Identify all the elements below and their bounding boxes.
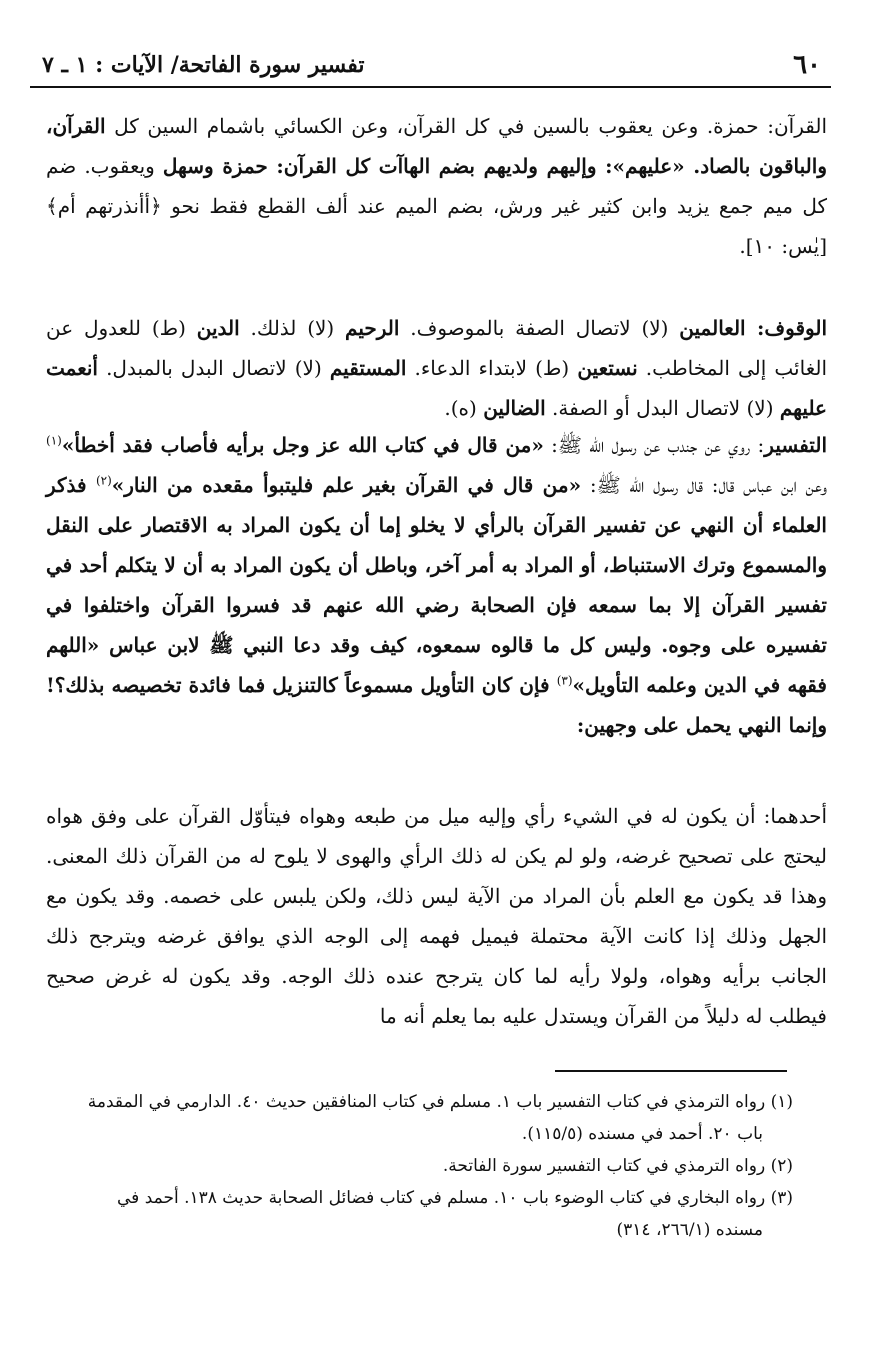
wuquf-term: الدين <box>196 316 240 340</box>
footnote-3-continued: مسنده (٢٦٦/١، ٣١٤) <box>616 1220 763 1240</box>
wuquf-text: (ط) لابتداء الدعاء. <box>406 356 578 380</box>
tafsir-text: : روي عن جندب عن رسول الله ﷺ: <box>543 433 765 457</box>
wuquf-term: أنعمت عليهم <box>46 356 827 420</box>
wuquf-text: (لا) لاتصال البدل أو الصفة. <box>545 396 780 420</box>
footnote-2: (٢) رواه الترمذي في كتاب التفسير سورة الفاتحة. <box>442 1156 793 1176</box>
page-number: ٦٠ <box>793 50 821 80</box>
wuquf-term: نستعين <box>577 356 638 380</box>
tafsir-text: وعن ابن عباس قال: قال رسول الله ﷺ: <box>581 473 828 497</box>
tafsir-heading: التفسير <box>764 433 827 457</box>
wuquf-term: الضالين <box>483 396 546 420</box>
wuquf-term: المستقيم <box>329 356 407 380</box>
tafsir-paragraph <box>46 425 827 745</box>
tafsir-bold-text: فإن كان التأويل مسموعاً كالتنزيل فما فائدة تخصيصه بذلك؟! وإنما النهي يحمل على وجهين: <box>46 673 827 737</box>
wuquf-text: (لا) لاتصال الصفة بالموصوف. <box>399 316 680 340</box>
qiraat-paragraph <box>46 106 827 266</box>
ahaduhuma-paragraph <box>46 796 827 1036</box>
qiraat-text: ويعقوب. ضم كل ميم جمع يزيد وابن كثير غير ورش، بضم الميم عند ألف القطع فقط <box>46 154 827 218</box>
wuquf-paragraph <box>46 308 827 428</box>
qiraat-text: نحو ﴿أأنذرتهم أم﴾ [يٰس: ١٠]. <box>46 194 827 258</box>
page-header <box>30 46 831 88</box>
running-title: تفسير سورة الفاتحة/ الآيات : ١ ـ ٧ <box>42 52 365 78</box>
hadith-quote: «من قال في القرآن بغير علم فليتبوأ مقعده من النار» <box>111 473 582 497</box>
footnote-ref[interactable]: (٢) <box>95 473 112 488</box>
footnote-separator <box>555 1070 787 1072</box>
wuquf-text: (لا) لاتصال البدل بالمبدل. <box>97 356 330 380</box>
footnote-3: (٣) رواه البخاري في كتاب الوضوء باب ١٠. مسلم في كتاب فضائل الصحابة حديث ١٣٨. أحمد في <box>117 1188 793 1208</box>
footnotes <box>46 1086 793 1246</box>
wuquf-text: (لا) لذلك. <box>239 316 346 340</box>
qiraat-text: القرآن: حمزة. وعن يعقوب بالسين في كل القرآن، وعن الكسائي باشمام السين كل <box>114 114 828 138</box>
footnote-1-continued: باب ٢٠. أحمد في مسنده (١١٥/٥). <box>521 1124 763 1144</box>
wuquf-text: (ه). <box>444 396 484 420</box>
footnote-ref[interactable]: (١) <box>46 433 62 448</box>
qiraat-bold-text: القرآن، والباقون بالصاد. «عليهم»: وإليهم ولديهم بضم الهاآت كل القرآن: حمزة وسهل <box>46 114 827 178</box>
wuquf-heading: الوقوف: العالمين <box>679 316 828 340</box>
ahaduhuma-text: أحدهما: أن يكون له في الشيء رأي وإليه ميل من طبعه وهواه فيتأوّل القرآن على وفق هواه ليحتج على تصحيح غرضه، ولو لم يكن له ذلك الرأي والهوى لا يلوح له من القرآن ذلك المعنى. وهذا قد يكون مع العلم بأن المراد من الآية ليس ذلك، ولكن يلبس على خصمه. وقد يكون مع الجهل وذلك إذا كانت الآية محتملة فيميل فهمه إلى الوجه الذي يوافق غرضه ويترجح ذلك الجانب برأيه وهواه، ولولا رأيه لما كان يترجح عنده ذلك الوجه. وقد يكون له غرض صحيح فيطلب له دليلاً من القرآن ويستدل عليه بما يعلم أنه ما <box>46 804 827 1028</box>
wuquf-term: الرحيم <box>345 316 400 340</box>
footnote-ref[interactable]: (٣) <box>556 673 573 688</box>
tafsir-bold-text: فذكر العلماء أن النهي عن تفسير القرآن بالرأي لا يخلو إما أن يكون المراد به الاقتصار على النقل والمسموع وترك الاستنباط، أو المراد به أمر آخر، وباطل أن يكون المراد به أن لا يتكلم أحد في تفسير القرآن إلا بما سمعه فإن الصحابة رضي الله عنهم قد فسروا القرآن واختلفوا في تفسيره على وجوه. وليس كل ما قالوه سمعوه، كيف وقد دعا النبي ﷺ لابن عباس «اللهم فقهه في الدين وعلمه التأويل» <box>46 473 827 697</box>
hadith-quote: «من قال في كتاب الله عز وجل برأيه فأصاب فقد أخطأ» <box>61 433 544 457</box>
wuquf-text: (ط) للعدول عن الغائب إلى المخاطب. <box>46 316 827 380</box>
footnote-1: (١) رواه الترمذي في كتاب التفسير باب ١. مسلم في كتاب المنافقين حديث ٤٠. الدارمي في المقدمة <box>87 1092 793 1112</box>
